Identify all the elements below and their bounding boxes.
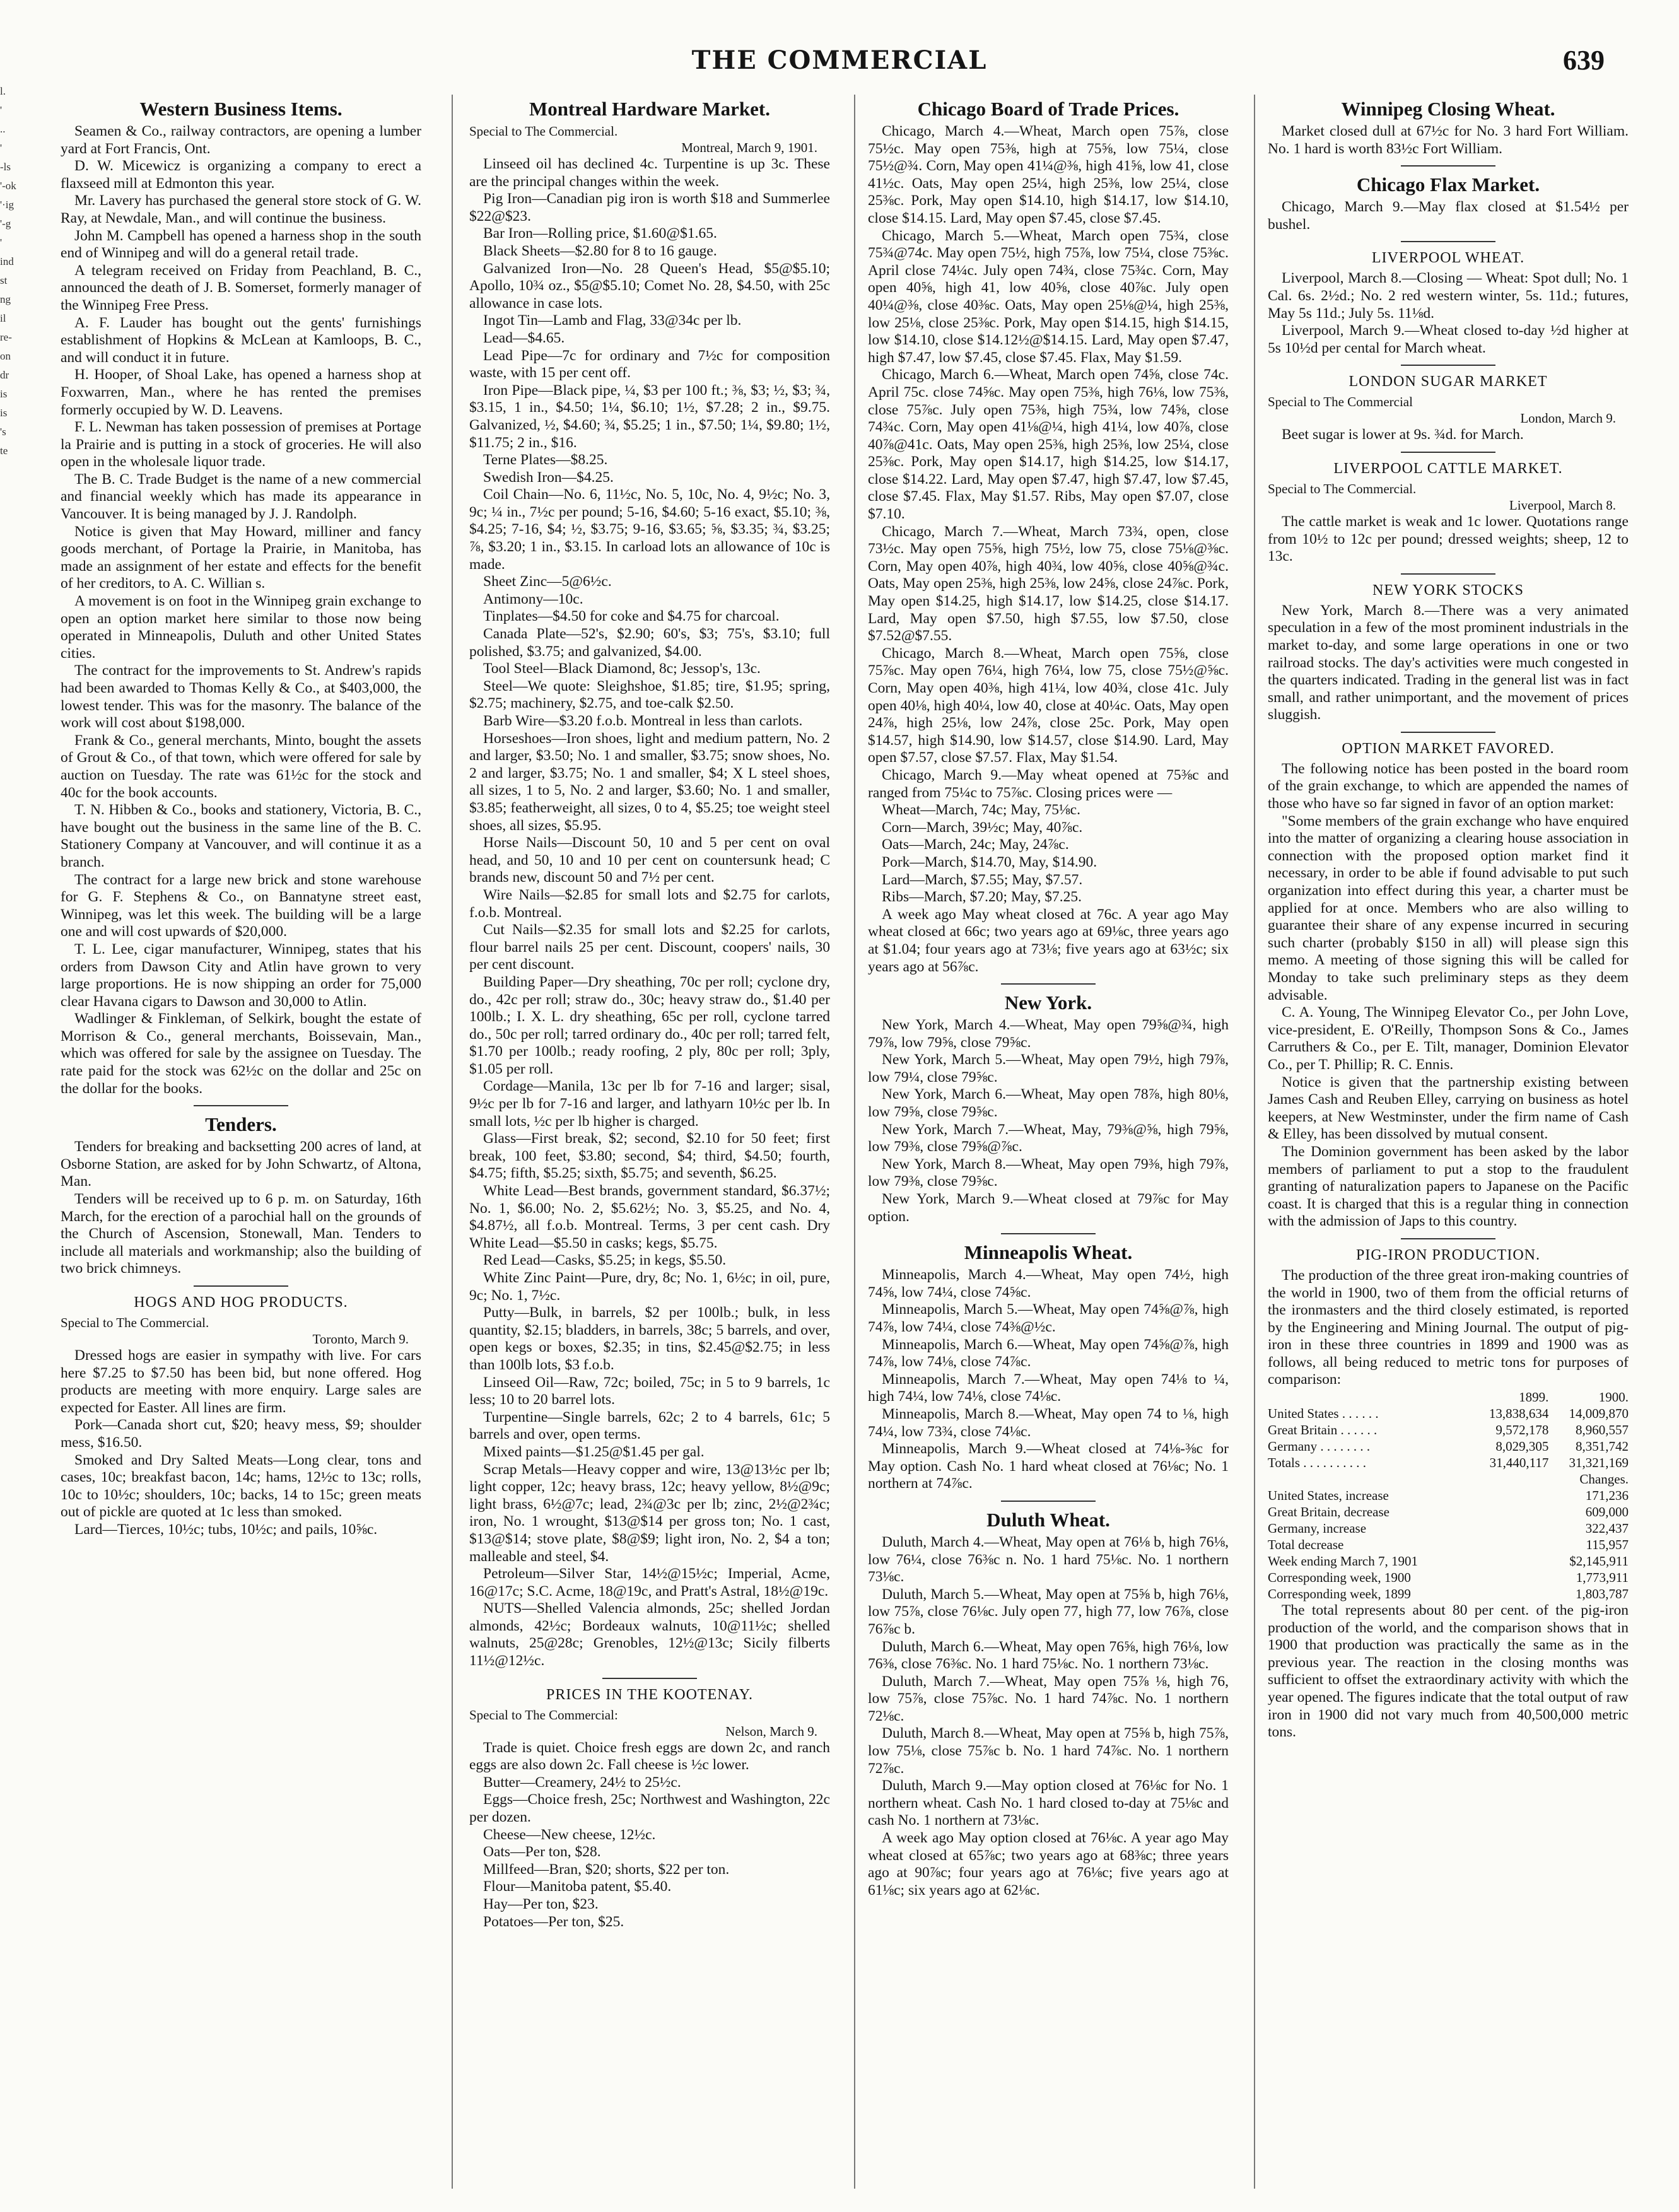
table-row xyxy=(1268,1536,1629,1553)
article-paragraph: Petroleum—Silver Star, 14½@15½c; Imperial, Acme, 16@17c; S.C. Acme, 18@19c, and Pratt's Astral, 18½@19c. xyxy=(469,1565,830,1600)
article-paragraph: Minneapolis, March 8.—Wheat, May open 74 to ⅛, high 74¼, low 73¾, close 74⅛c. xyxy=(868,1405,1229,1440)
article-heading: Winnipeg Closing Wheat. xyxy=(1341,98,1555,120)
article-paragraph: Ingot Tin—Lamb and Flag, 33@34c per lb. xyxy=(483,312,742,329)
article-paragraph: Scrap Metals—Heavy copper and wire, 13@13½c per lb; light copper, 12c; heavy brass, 12c; heavy yellow, 8½@9c; light brass, 6½@7c; lead, 2¾@3c per lb; zinc, 2½@2¾c; iron, No. 1 wrought, $13@$14 per gross ton; No. 1 cast, $13@$14; stove plate, $8@$9; light iron, No. 2, $4 a ton; malleable and steel, $4. xyxy=(469,1461,830,1565)
article-paragraph: Chicago, March 5.—Wheat, March open 75¾, close 75¾@74c. May open 75½, high 75⅞, low 75¼, close 75⅜c. April close 74¼c. July open 74¾, close 75¾c. Corn, May open 40⅝, high 41, low 40⅝, close 40⅞c. July open 40¼@⅜, close 40⅜c. Oats, May open 25⅛@¼, high 25⅜, low 25⅛, close 25⅜c. Pork, May open $14.15, high $14.15, low $14.10, close $14.12½@$14.15. Lard, May open $7.47, high $7.47, low $7.45, close $7.45. Flax, May $1.59. xyxy=(868,227,1229,366)
article-paragraph: Tinplates—$4.50 for coke and $4.75 for charcoal. xyxy=(483,608,780,625)
article-paragraph: New York, March 9.—Wheat closed at 79⅞c for May option. xyxy=(868,1191,1229,1225)
article xyxy=(1268,173,1629,233)
article-paragraph: T. L. Lee, cigar manufacturer, Winnipeg, states that his orders from Dawson City and Atlin have grown to very large proportions. He is now shipping an order for 75,000 clear Havana cigars to Dawson and 30,000 to Atlin. xyxy=(61,940,421,1010)
article-paragraph: Steel—We quote: Sleighshoe, $1.85; tire, $1.95; spring, $2.75; machinery, $2.75, and toe-calk $2.50. xyxy=(469,677,830,712)
article-paragraph: Building Paper—Dry sheathing, 70c per roll; cyclone dry, do., 42c per roll; straw do., 30c; heavy straw do., $1.40 per 100lb.; I. X. L. dry sheathing, 65c per roll, cyclone tarred do., 50c per roll; tarred ordinary do., 40c per roll; tarred felt, $1.70 per 100lb.; ready roofing, 2 ply, 80c per roll; 3ply, $1.05 per roll. xyxy=(469,973,830,1077)
article-heading: OPTION MARKET FAVORED. xyxy=(1342,740,1555,757)
article-paragraph: Chicago, March 9.—May flax closed at $1.54½ per bushel. xyxy=(1268,199,1629,233)
article-paragraph: The total represents about 80 per cent. of the pig-iron production of the world, and the comparison shows that in 1900 that production was practically the same as in the previous year. The reaction in the closing months was sufficient to offset the extraordinary activity with which the year opened. The figures indicate that the total output of raw iron in 1900 did not vary much from 40,500,000 metric tons. xyxy=(1268,1602,1629,1741)
table-row xyxy=(1268,1520,1629,1536)
table-cell: 8,960,557 xyxy=(1576,1422,1629,1438)
section-divider xyxy=(194,1285,288,1287)
article-paragraph: Smoked and Dry Salted Meats—Long clear, tons and cases, 10c; breakfast bacon, 14c; hams, 12½c to 13c; rolls, 10c to 10½c; shoulders, 10c; backs, 14 to 15c; green meats out of pickle are quoted at 1c less than smoked. xyxy=(61,1451,421,1521)
article-paragraph: Trade is quiet. Choice fresh eggs are down 2c, and ranch eggs are also down 2c. Fall cheese is ½c lower. xyxy=(469,1739,830,1774)
article-paragraph: Market closed dull at 67½c for No. 3 hard Fort William. No. 1 hard is worth 83½c Fort William. xyxy=(1268,123,1629,157)
section-divider xyxy=(194,1105,288,1106)
table-cell: Total decrease xyxy=(1268,1537,1344,1553)
article-paragraph: The B. C. Trade Budget is the name of a new commercial and financial weekly which has made its appearance in Vancouver. It is being managed by J. J. Randolph. xyxy=(61,471,421,523)
article xyxy=(868,991,1229,1226)
article-paragraph: The cattle market is weak and 1c lower. Quotations range from 10½ to 12c per pound; dressed weights; sheep, 12 to 13c. xyxy=(1268,513,1629,565)
article-paragraph: Oats—Per ton, $28. xyxy=(483,1844,601,1861)
article xyxy=(61,1113,421,1278)
article-paragraph: The following notice has been posted in the board room of the grain exchange, to which are appended the names of those who have so far signed in favor of an option market: xyxy=(1268,760,1629,812)
column-3 xyxy=(868,95,1229,2189)
article-paragraph: John M. Campbell has opened a harness shop in the south end of Winnipeg and will do a general retail trade. xyxy=(61,227,421,262)
margin-fragment: ng xyxy=(0,293,11,305)
article-paragraph: Lard—March, $7.55; May, $7.57. xyxy=(882,871,1083,888)
margin-fragment: il xyxy=(0,312,6,324)
article-heading: PRICES IN THE KOOTENAY. xyxy=(546,1686,753,1703)
article-paragraph: Chicago, March 4.—Wheat, March open 75⅞, close 75½c. May open 75⅜, high at 75⅝, low 75¼, close 75½@¾. Corn, May open 41¼@⅜, high 41⅝, low 41, close 41½c. Oats, May open 25¼, high 25⅜, low 25¼, close 25⅜c. Pork, May open $14.10, high $14.17, low $14.10, close $14.15. Lard, May open $7.45, close $7.45. xyxy=(868,123,1229,226)
table-cell: Corresponding week, 1899 xyxy=(1268,1586,1411,1602)
article-paragraph: Pig Iron—Canadian pig iron is worth $18 and Summerlee $22@$23. xyxy=(469,190,830,225)
section-divider xyxy=(1001,1233,1096,1234)
margin-fragment: '-ok xyxy=(0,180,16,192)
table-cell: 171,236 xyxy=(1585,1488,1629,1504)
dateline: Special to The Commercial. xyxy=(1268,481,1417,496)
dateline: Liverpool, March 8. xyxy=(1509,497,1616,513)
article-paragraph: Duluth, March 4.—Wheat, May open at 76⅛ b, high 76⅛, low 76¼, close 76⅜c n. No. 1 hard 75⅛c. No. 1 northern 73⅛c. xyxy=(868,1533,1229,1586)
article xyxy=(1268,1246,1629,1741)
article-paragraph: T. N. Hibben & Co., books and stationery, Victoria, B. C., have bought out the business in the same line of the B. C. Stationery Company at Vancouver, and will continue it as a branch. xyxy=(61,802,421,870)
article xyxy=(1268,372,1629,444)
table-cell: 31,321,169 xyxy=(1569,1455,1629,1471)
article-heading: Minneapolis Wheat. xyxy=(964,1241,1133,1264)
article-paragraph: Minneapolis, March 9.—Wheat closed at 74⅛-⅜c for May option. Cash No. 1 hard wheat closed at 76⅛c; No. 1 northern at 74⅞c. xyxy=(868,1441,1229,1492)
article-paragraph: Frank & Co., general merchants, Minto, bought the assets of Grout & Co., of that town, which were offered for sale by auction on Tuesday. The rate was 61½c for the stock and 40c for the book accounts. xyxy=(61,732,421,801)
article-heading: LIVERPOOL WHEAT. xyxy=(1371,250,1525,267)
article-paragraph: A week ago May wheat closed at 76c. A year ago May wheat closed at 66c; two years ago at 69⅛c, three years ago at $1.04; four years ago at 73⅛; five years ago at 63½c; six years ago at 56⅞c. xyxy=(868,906,1229,975)
table-row xyxy=(1268,1586,1629,1602)
article-paragraph: Notice is given that the partnership existing between James Cash and Reuben Elley, carrying on business as hotel keepers, at New Westminster, under the firm name of Cash & Elley, has been dissolved by mutual consent. xyxy=(1268,1074,1629,1143)
article-paragraph: Red Lead—Casks, $5.25; in kegs, $5.50. xyxy=(483,1252,727,1269)
article-paragraph: Lard—Tierces, 10½c; tubs, 10½c; and pails, 10⅝c. xyxy=(74,1521,378,1538)
article-paragraph: Lead Pipe—7c for ordinary and 7½c for composition waste, with 15 per cent off. xyxy=(469,347,830,382)
article-paragraph: Liverpool, March 9.—Wheat closed to-day ½d higher at 5s 10½d per cental for March wheat. xyxy=(1268,322,1629,356)
margin-fragment: '·ig xyxy=(0,199,14,211)
article-paragraph: Minneapolis, March 6.—Wheat, May open 74⅝@⅞, high 74⅞, low 74⅛, close 74⅞c. xyxy=(868,1336,1229,1371)
section-divider xyxy=(602,1678,697,1679)
article-paragraph: Galvanized Iron—No. 28 Queen's Head, $5@$5.10; Apollo, 10¾ oz., $5@$5.10; Comet No. 28, $4.50, with 25c allowance in case lots. xyxy=(469,260,830,312)
article-paragraph: A week ago May option closed at 76⅛c. A year ago May wheat closed at 65⅞c; two years ago at 68⅜c; three years ago at 90⅞c; four years ago at 76⅛c; five years ago at 61⅛c; six years ago at 62⅛c. xyxy=(868,1830,1229,1899)
article-paragraph: Cut Nails—$2.35 for small lots and $2.25 for carlots, flour barrel nails 25 per cent. Discount, coopers' nails, 30 per cent discount. xyxy=(469,922,830,973)
article-paragraph: H. Hooper, of Shoal Lake, has opened a harness shop at Foxwarren, Man., where he has rented the premises formerly occupied by W. D. Leavens. xyxy=(61,366,421,418)
article-heading: LIVERPOOL CATTLE MARKET. xyxy=(1333,460,1563,477)
article-paragraph: Horseshoes—Iron shoes, light and medium pattern, No. 2 and larger, $3.50; No. 1 and smaller, $3.75; snow shoes, No. 2 and larger, $3.75; No. 1 and smaller, $4; X L steel shoes, all sizes, 1 to 5, No. 2 and larger, $3.60; No. 1 and smaller, $3.85; featherweight, all sizes, 0 to 4, $5.25; toe weight steel shoes, all sizes, $5.95. xyxy=(469,730,830,834)
section-divider xyxy=(1401,573,1495,575)
article-paragraph: Black Sheets—$2.80 for 8 to 16 gauge. xyxy=(483,242,717,259)
article-paragraph: Corn—March, 39½c; May, 40⅞c. xyxy=(882,819,1083,836)
table-cell: 14,009,870 xyxy=(1569,1406,1629,1422)
article xyxy=(61,97,421,1097)
article-paragraph: Minneapolis, March 4.—Wheat, May open 74½, high 74⅝, low 74¼, close 74⅝c. xyxy=(868,1267,1229,1301)
article xyxy=(1268,581,1629,724)
article-heading: NEW YORK STOCKS xyxy=(1372,582,1524,599)
article-paragraph: "Some members of the grain exchange who have enquired into the matter of organizing a clearing house association in connection with the proposed option market find it necessary, in order to be able if found advisable to put such organization into effect during this year, a charter must be applied for at once. Members who are also willing to guarantee their share of any expense incurred in securing such charter (probably $150 in all) will please sign this memo. A meeting of those signing this will be called for Monday to take such preliminary steps as they deem advisable. xyxy=(1268,812,1629,1004)
article-paragraph: Duluth, March 9.—May option closed at 76⅛c for No. 1 northern wheat. Cash No. 1 hard closed to-day at 75⅛c and cash No. 1 northern at 73⅛c. xyxy=(868,1777,1229,1829)
table-cell: Corresponding week, 1900 xyxy=(1268,1570,1411,1586)
article-paragraph: Notice is given that May Howard, milliner and fancy goods merchant, of Portage la Prairie, in Manitoba, has made an assignment of her estate and effects for the benefit of her creditors, to A. C. Willian s. xyxy=(61,523,421,592)
article-heading: Western Business Items. xyxy=(139,98,342,120)
dateline: Special to The Commercial xyxy=(1268,394,1413,410)
margin-fragment: '-g xyxy=(0,218,11,230)
margin-fragment: 's xyxy=(0,426,6,438)
article-paragraph: Tenders for breaking and backsetting 200 acres of land, at Osborne Station, are asked for by John Schwartz, of Altona, Man. xyxy=(61,1138,421,1190)
article xyxy=(1268,249,1629,357)
article-heading: Duluth Wheat. xyxy=(986,1508,1110,1531)
margin-fragment: ' xyxy=(0,104,3,116)
margin-fragment: ' xyxy=(0,142,3,154)
section-divider xyxy=(1401,732,1495,733)
article-paragraph: Minneapolis, March 7.—Wheat, May open 74⅛ to ¼, high 74¼, low 74⅛, close 74⅛c. xyxy=(868,1371,1229,1405)
article-paragraph: The contract for a large new brick and stone warehouse for G. F. Stephens & Co., on Bannatyne street east, Winnipeg, was let this week. The building will be a large one and will cost upwards of $20,000. xyxy=(61,871,421,940)
dateline: Special to The Commercial: xyxy=(469,1707,618,1723)
article-paragraph: New York, March 4.—Wheat, May open 79⅝@¾, high 79⅞, low 79⅝, close 79⅝c. xyxy=(868,1017,1229,1051)
dateline: Special to The Commercial. xyxy=(61,1315,209,1330)
article-paragraph: White Zinc Paint—Pure, dry, 8c; No. 1, 6½c; in oil, pure, 9c; No. 1, 7½c. xyxy=(469,1270,830,1304)
article xyxy=(61,1293,421,1539)
article-paragraph: Millfeed—Bran, $20; shorts, $22 per ton. xyxy=(483,1861,730,1878)
section-divider xyxy=(1401,365,1495,366)
dateline: Montreal, March 9, 1901. xyxy=(681,140,817,155)
article-paragraph: Duluth, March 7.—Wheat, May open 75⅞ ⅛, high 76, low 75⅞, close 75⅞c. No. 1 hard 74⅞c. No. 1 northern 72⅛c. xyxy=(868,1673,1229,1724)
section-divider xyxy=(1001,983,1096,985)
table-cell: 1,773,911 xyxy=(1576,1570,1629,1586)
table-row xyxy=(1268,1405,1629,1422)
article-paragraph: New York, March 8.—Wheat, May open 79⅜, high 79⅞, low 79⅜, close 79⅝c. xyxy=(868,1156,1229,1190)
page-number: 639 xyxy=(1563,45,1605,76)
margin-fragment: is xyxy=(0,407,8,419)
article-paragraph: Minneapolis, March 5.—Wheat, May open 74⅝@⅞, high 74⅞, low 74¼, close 74⅜@½c. xyxy=(868,1301,1229,1335)
article xyxy=(1268,97,1629,158)
article xyxy=(868,97,1229,976)
table-row xyxy=(1268,1553,1629,1569)
article xyxy=(469,97,830,1670)
article-heading: LONDON SUGAR MARKET xyxy=(1348,373,1548,390)
margin-fragment: -ls xyxy=(0,161,11,173)
article-paragraph: Ribs—March, $7.20; May, $7.25. xyxy=(882,889,1082,906)
article-paragraph: Chicago, March 6.—Wheat, March open 74⅝, close 74c. April 75c. close 74⅝c. May open 75⅜, high 76⅛, low 75⅜, close 75⅞c. July open 75⅜, high 75¾, low 74⅝, close 74¾c. Corn, May open 41⅛@¼, high 41¼, low 40⅞, close 40⅞@41c. Oats, May open 25⅜, high 25⅜, low 25¼, close 25⅜c. Pork, May open $14.17, high $14.25, low $14.17, close $14.22. Lard, May open $7.47, high $7.47, low $7.45, close $7.45. Flax, May $1.57. Ribs, May open $7.07, close $7.10. xyxy=(868,366,1229,523)
column-rule xyxy=(854,95,855,2189)
article-paragraph: Linseed oil has declined 4c. Turpentine is up 3c. These are the principal changes within the week. xyxy=(469,156,830,190)
dateline: Toronto, March 9. xyxy=(312,1331,409,1347)
dateline: London, March 9. xyxy=(1520,411,1616,426)
article-heading: HOGS AND HOG PRODUCTS. xyxy=(134,1294,348,1311)
article-paragraph: New York, March 7.—Wheat, May, 79⅜@⅝, high 79⅝, low 79⅜, close 79⅝@⅞c. xyxy=(868,1121,1229,1156)
article-paragraph: Eggs—Choice fresh, 25c; Northwest and Washington, 22c per dozen. xyxy=(469,1791,830,1826)
table-cell: Germany, increase xyxy=(1268,1521,1367,1536)
column-4 xyxy=(1268,95,1629,2189)
article-heading: PIG-IRON PRODUCTION. xyxy=(1355,1246,1540,1263)
article-paragraph: Iron Pipe—Black pipe, ¼, $3 per 100 ft.; ⅜, $3; ½, $3; ¾, $3.15, 1 in., $4.50; 1¼, $6.10; 1½, $7.28; 2 in., $9.75. Galvanized, ½, $4.60; ¾, $5.25; 1 in., $7.50; 1¼, $9.80; 1½, $11.75; 2 in., $16. xyxy=(469,382,830,451)
table-cell: 1,803,787 xyxy=(1576,1586,1629,1602)
article-paragraph: Duluth, March 8.—Wheat, May open at 75⅝ b, high 75⅞, low 75⅛, close 75⅞c b. No. 1 hard 74⅞c. No. 1 northern 72⅞c. xyxy=(868,1725,1229,1777)
masthead xyxy=(0,44,1679,88)
table-cell: 115,957 xyxy=(1586,1537,1629,1553)
dateline: Nelson, March 9. xyxy=(725,1723,817,1739)
article-paragraph: Pork—Canada short cut, $20; heavy mess, $9; shoulder mess, $16.50. xyxy=(61,1417,421,1451)
article-paragraph: Antimony—10c. xyxy=(483,590,583,607)
table-cell: 31,440,117 xyxy=(1489,1455,1549,1471)
section-divider xyxy=(1401,241,1495,242)
article-paragraph: Coil Chain—No. 6, 11½c, No. 5, 10c, No. 4, 9½c; No. 3, 9c; ¼ in., 7½c per pound; 5-16, $4.60; 5-16 exact, $5.10; ⅜, $4.25; 7-16, $4; ½, $3.75; 9-16, $3.65; ⅝, $3.35; ¾, $3.25; ⅞, $3.20; 1 in., $3.15. In carload lots an allowance of 10c is made. xyxy=(469,486,830,573)
dateline: Special to The Commercial. xyxy=(469,124,618,139)
article-paragraph: Seamen & Co., railway contractors, are opening a lumber yard at Fort Francis, Ont. xyxy=(61,123,421,157)
margin-fragment: ind xyxy=(0,255,14,267)
table-row xyxy=(1268,1422,1629,1438)
article-paragraph: Pork—March, $14.70, May, $14.90. xyxy=(882,853,1097,870)
table-header-cell xyxy=(1268,1389,1469,1405)
article xyxy=(868,1508,1229,1899)
table-cell xyxy=(1268,1471,1469,1487)
article-paragraph: Glass—First break, $2; second, $2.10 for 50 feet; first break, 100 feet, $3.80; second, $4; third, $4.50; fourth, $4.75; fifth, $5.25; sixth, $5.75; and seventh, $6.25. xyxy=(469,1130,830,1182)
article-paragraph: Wire Nails—$2.85 for small lots and $2.75 for carlots, f.o.b. Montreal. xyxy=(469,886,830,921)
article-paragraph: Chicago, March 7.—Wheat, March 73¾, open, close 73½c. May open 75⅝, high 75½, low 75, close 75⅛@⅜c. Corn, May open 40⅞, high 40¾, low 40⅝, close 40⅝@¾c. Oats, May open 25⅜, high 25⅜, low 24⅝, close 24⅞c. Pork, May open $14.25, high $14.17, low $14.25, close $14.17. Lard, May open $7.50, high $7.55, low $7.50, close $7.52@$7.55. xyxy=(868,523,1229,645)
table-cell: $2,145,911 xyxy=(1569,1554,1629,1569)
article-paragraph: Horse Nails—Discount 50, 10 and 5 per cent on oval head, and 50, 10 and 10 per cent on countersunk head; C brands new, discount 50 and 7½ per cent. xyxy=(469,834,830,886)
article xyxy=(1268,739,1629,1231)
article-paragraph: Terne Plates—$8.25. xyxy=(483,452,608,469)
article-paragraph: Bar Iron—Rolling price, $1.60@$1.65. xyxy=(483,225,717,242)
table-row xyxy=(1268,1454,1629,1471)
article-paragraph: Beet sugar is lower at 9s. ¾d. for March. xyxy=(1282,426,1524,443)
article-paragraph: C. A. Young, The Winnipeg Elevator Co., per John Love, vice-president, E. O'Reilly, Thompson Sons & Co., James Carruthers & Co., per E. Tilt, manager, Dominion Elevator Co., per T. Phillip; R. C. Ennis. xyxy=(1268,1004,1629,1073)
article-paragraph: Cheese—New cheese, 12½c. xyxy=(483,1826,656,1843)
table-cell: 322,437 xyxy=(1585,1521,1629,1536)
margin-fragment: dr xyxy=(0,369,9,381)
table-row xyxy=(1268,1438,1629,1454)
article-paragraph: Barb Wire—$3.20 f.o.b. Montreal in less than carlots. xyxy=(483,713,803,729)
article-paragraph: Dressed hogs are easier in sympathy with live. For cars here $7.25 to $7.50 has been bid, but none offered. Hog products are meeting with more enquiry. Large sales are expected for Easter. All lines are firm. xyxy=(61,1347,421,1416)
publication-title: THE COMMERCIAL xyxy=(691,45,988,75)
article-paragraph: D. W. Micewicz is organizing a company to erect a flaxseed mill at Edmonton this year. xyxy=(61,158,421,192)
article-paragraph: The contract for the improvements to St. Andrew's rapids had been awarded to Thomas Kelly & Co., at $403,000, the lowest tender. This was for the masonry. The balance of the work will cost about $198,000. xyxy=(61,662,421,732)
article-paragraph: Putty—Bulk, in barrels, $2 per 100lb.; bulk, in less quantity, $2.15; bladders, in barrels, 38c; 5 barrels, and over, open kegs or boxes, $2.35; in tins, $2.45@$2.75; in less than 100lb lots, $3 f.o.b. xyxy=(469,1304,830,1373)
margin-fragment: te xyxy=(0,445,8,457)
section-divider xyxy=(1401,165,1495,167)
table-cell: Germany . . . . . . . . xyxy=(1268,1439,1371,1454)
article-paragraph: The Dominion government has been asked by the labor members of parliament to put a stop to the fraudulent granting of naturalization papers to Japanese on the Pacific coast. It is charged that this is a regular thing in connection with the admission of Japs to this country. xyxy=(1268,1143,1629,1230)
article-heading: Chicago Flax Market. xyxy=(1356,173,1540,196)
article-paragraph: Chicago, March 9.—May wheat opened at 75⅜c and ranged from 75¼c to 75⅞c. Closing prices were — xyxy=(868,766,1229,801)
table-cell: Week ending March 7, 1901 xyxy=(1268,1554,1418,1569)
table-header-cell: 1899. xyxy=(1519,1390,1549,1405)
table-cell: 9,572,178 xyxy=(1495,1422,1549,1438)
article-paragraph: Duluth, March 5.—Wheat, May open at 75⅝ b, high 76⅛, low 75⅞, close 76⅛c. July open 77, high 77, low 76⅞, close 76⅞c b. xyxy=(868,1586,1229,1637)
article-heading: Montreal Hardware Market. xyxy=(529,98,770,120)
margin-fragment: .. xyxy=(0,123,6,135)
article-paragraph: F. L. Newman has taken possession of premises at Portage la Prairie and is putting in a stock of groceries. He will also open in the wholesale liquor trade. xyxy=(61,419,421,471)
article-paragraph: A telegram received on Friday from Peachland, B. C., announced the death of J. B. Somerset, formerly manager of the Winnipeg Free Press. xyxy=(61,262,421,313)
article-paragraph: Swedish Iron—$4.25. xyxy=(483,469,614,486)
table-cell: Great Britain, decrease xyxy=(1268,1504,1389,1520)
column-2 xyxy=(469,95,830,2189)
table-cell: 8,029,305 xyxy=(1495,1439,1549,1454)
article-heading: Tenders. xyxy=(205,1113,277,1136)
left-margin-fragments xyxy=(0,82,25,460)
table-row xyxy=(1268,1569,1629,1586)
table-cell: 8,351,742 xyxy=(1576,1439,1629,1454)
table-header-cell: 1900. xyxy=(1598,1390,1629,1405)
column-rule xyxy=(1254,95,1255,2189)
article-paragraph: Wadlinger & Finkleman, of Selkirk, bought the estate of Morrison & Co., general merchants, Boissevain, Man., which was offered for sale by the assignee on Tuesday. The rate paid for the stock was 62½c on the dollar and 25c on the dollar for the books. xyxy=(61,1010,421,1097)
column-1 xyxy=(61,95,421,2189)
article-paragraph: Mr. Lavery has purchased the general store stock of G. W. Ray, at Newdale, Man., and will continue the business. xyxy=(61,192,421,226)
margin-fragment: is xyxy=(0,388,8,400)
article-paragraph: Flour—Manitoba patent, $5.40. xyxy=(483,1878,672,1895)
article-paragraph: Hay—Per ton, $23. xyxy=(483,1896,599,1912)
article-paragraph: Tool Steel—Black Diamond, 8c; Jessop's, 13c. xyxy=(483,660,761,677)
section-divider xyxy=(1001,1501,1096,1502)
article-paragraph: Duluth, March 6.—Wheat, May open 76⅝, high 76⅛, low 76⅜, close 76⅜c. No. 1 hard 75⅛c. No. 1 northern 73⅛c. xyxy=(868,1638,1229,1673)
article xyxy=(868,1241,1229,1493)
article-paragraph: Butter—Creamery, 24½ to 25½c. xyxy=(483,1774,681,1791)
article-paragraph: Linseed Oil—Raw, 72c; boiled, 75c; in 5 to 9 barrels, 1c less; 10 to 20 barrel lots. xyxy=(469,1374,830,1408)
article-paragraph: Canada Plate—52's, $2.90; 60's, $3; 75's, $3.10; full polished, $3.75; and galvanized, $4.00. xyxy=(469,626,830,660)
column-rule xyxy=(452,95,453,2189)
article-paragraph: Mixed paints—$1.25@$1.45 per gal. xyxy=(483,1443,705,1460)
article-paragraph: Wheat—March, 74c; May, 75⅛c. xyxy=(882,802,1080,819)
section-divider xyxy=(1401,1238,1495,1239)
margin-fragment: ' xyxy=(0,237,3,249)
article xyxy=(1268,459,1629,566)
article-paragraph: Oats—March, 24c; May, 24⅞c. xyxy=(882,836,1069,853)
article-paragraph: Sheet Zinc—5@6½c. xyxy=(483,573,612,590)
article-paragraph: Potatoes—Per ton, $25. xyxy=(483,1913,624,1930)
table-cell: United States, increase xyxy=(1268,1488,1389,1504)
table-row xyxy=(1268,1487,1629,1504)
table-row xyxy=(1268,1504,1629,1520)
article-paragraph: New York, March 8.—There was a very animated speculation in a few of the most prominent industrials in the market to-day, and some large operations in one or two railroad stocks. The day's activities were much congested in the quarters indicated. Trading in the general list was in fact small, and rather unimportant, and the movement of prices sluggish. xyxy=(1268,602,1629,723)
production-table xyxy=(1268,1389,1629,1602)
article-paragraph: Liverpool, March 8.—Closing — Wheat: Spot dull; No. 1 Cal. 6s. 2½d.; No. 2 red western winter, 5s. 11d.; futures, May 5s 11d.; July 5s. 11⅛d. xyxy=(1268,270,1629,322)
article-paragraph: Chicago, March 8.—Wheat, March open 75⅝, close 75⅞c. May open 76¼, high 76¼, low 75, close 75½@⅝c. Corn, May open 40⅜, high 41¼, low 40¾, close 41c. July open 40⅛, high 40¼, low 40, close at 40¼c. Oats, May open 24⅞, high 25⅛, low 24⅞, close 25c. Pork, May open $14.57, high $14.90, low $14.57, close $14.90. Lard, May open $7.57, close $7.57. Flax, May $1.54. xyxy=(868,645,1229,766)
article-paragraph: Turpentine—Single barrels, 62c; 2 to 4 barrels, 61c; 5 barrels and over, open terms. xyxy=(469,1408,830,1443)
table-cell: Great Britain . . . . . . xyxy=(1268,1422,1378,1438)
margin-fragment: st xyxy=(0,274,8,286)
table-cell: 609,000 xyxy=(1585,1504,1629,1520)
article-paragraph: Lead—$4.65. xyxy=(483,329,565,346)
margin-fragment: l. xyxy=(0,85,6,97)
table-cell: United States . . . . . . xyxy=(1268,1406,1379,1422)
changes-label: Changes. xyxy=(1579,1472,1629,1487)
margin-fragment: on xyxy=(0,350,11,362)
table-cell: 13,838,634 xyxy=(1489,1406,1549,1422)
article-paragraph: New York, March 5.—Wheat, May open 79½, high 79⅞, low 79¼, close 79⅝c. xyxy=(868,1051,1229,1086)
article-paragraph: White Lead—Best brands, government standard, $6.37½; No. 1, $6.00; No. 2, $5.62½; No. 3, $5.25, and No. 4, $4.87½, all f.o.b. Montreal. Terms, 3 per cent cash. Dry White Lead—$5.50 in casks; kegs, $5.75. xyxy=(469,1183,830,1251)
section-divider xyxy=(1401,452,1495,453)
article-heading: New York. xyxy=(1004,992,1092,1014)
table-cell: Totals . . . . . . . . . . xyxy=(1268,1455,1367,1471)
article-paragraph: A movement is on foot in the Winnipeg grain exchange to open an option market here similar to those now being operated in Minneapolis, Duluth and other United States cities. xyxy=(61,593,421,662)
margin-fragment: re- xyxy=(0,331,12,343)
article-paragraph: Tenders will be received up to 6 p. m. on Saturday, 16th March, for the erection of a parochial hall on the grounds of the Church of Ascension, Stonewall, Man. Tenders to include all materials and workmanship; also the building of two brick chimneys. xyxy=(61,1191,421,1277)
article-paragraph: A. F. Lauder has bought out the gents' furnishings establishment of Hopkins & McLean at Kamloops, B. C., and will conduct it in future. xyxy=(61,314,421,366)
article-paragraph: New York, March 6.—Wheat, May open 78⅞, high 80⅛, low 79⅝, close 79⅝c. xyxy=(868,1086,1229,1121)
article-paragraph: The production of the three great iron-making countries of the world in 1900, two of them from the official returns of the ironmasters and the third closely estimated, is reported by the Engineering and Mining Journal. The output of pig-iron in these three countries in 1899 and 1900 was as follows, all being reduced to metric tons for purposes of comparison: xyxy=(1268,1267,1629,1388)
article-paragraph: NUTS—Shelled Valencia almonds, 25c; shelled Jordan almonds, 42½c; Bordeaux walnuts, 10@11½c; shelled walnuts, 25@28c; Grenobles, 12½@13c; Sicily filberts 11½@12½c. xyxy=(469,1600,830,1670)
article xyxy=(469,1685,830,1931)
article-paragraph: Cordage—Manila, 13c per lb for 7-16 and larger; sisal, 9½c per lb for 7-16 and larger, and lathyarn 10½c per lb. In small lots, ½c per lb higher is charged. xyxy=(469,1078,830,1130)
article-heading: Chicago Board of Trade Prices. xyxy=(917,98,1179,120)
